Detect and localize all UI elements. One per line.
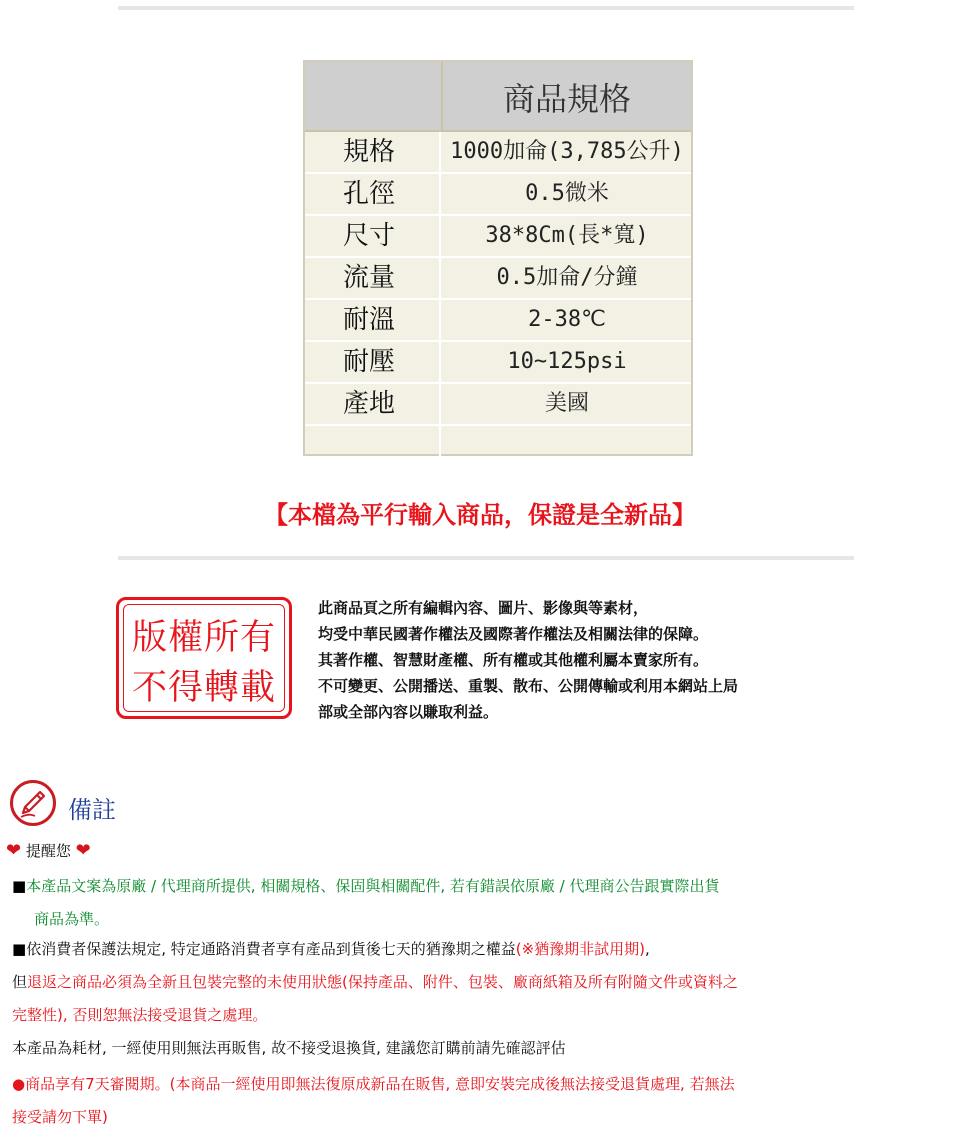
- square-bullet-icon: ■: [12, 877, 27, 895]
- remark-text: 商品為準。: [34, 910, 110, 928]
- spec-rows: [305, 132, 691, 466]
- remark-text: ,: [645, 940, 650, 958]
- stamp-line-1: 版權所有: [131, 618, 276, 658]
- remark-paragraph-2: [12, 933, 952, 1065]
- spec-value: 0.5微米: [525, 181, 609, 206]
- spec-row: [305, 342, 691, 384]
- spec-key: 孔徑: [305, 174, 441, 214]
- copyright-stamp: [116, 597, 292, 719]
- remark-paragraph-5: [12, 1068, 952, 1134]
- copyright-line: 此商品頁之所有編輯內容、圖片、影像與等素材，: [318, 599, 649, 617]
- spec-value: 1000加侖(3,785公升): [450, 139, 684, 164]
- remark-text: (※猶豫期非試用期): [515, 940, 646, 958]
- copyright-line: 其著作權、智慧財產權、所有權或其他權利屬本賣家所有。: [318, 651, 709, 669]
- copyright-line: 部或全部內容以賺取利益。: [318, 703, 499, 721]
- remark-text: 本產品文案為原廠 / 代理商所提供, 相關規格、保固與相關配件, 若有錯誤依原廠 / 代理商公告跟實際出貨: [26, 877, 720, 895]
- copyright-line: 均受中華民國著作權法及國際著作權法及相關法律的保障。: [318, 625, 709, 643]
- square-bullet-icon: ■: [12, 940, 27, 958]
- copyright-line: 不可變更、公開播送、重製、散布、公開傳輸或利用本網站上局: [318, 677, 739, 695]
- spec-key-empty: [305, 426, 441, 466]
- remark-text: 退返之商品必須為全新且包裝完整的未使用狀態(保持產品、附件、包裝、廠商紙箱及所有附隨文件或資料之: [27, 973, 738, 991]
- spec-key: 流量: [305, 258, 441, 298]
- spec-row: [305, 258, 691, 300]
- stamp-line-2: 不得轉載: [131, 668, 276, 708]
- spec-table-title: 商品規格: [502, 80, 631, 118]
- heart-icon: ❤: [6, 840, 22, 861]
- remark-text: 完整性), 否則恕無法接受退貨之處理。: [12, 1006, 268, 1024]
- remark-text: 商品享有7天審閱期。(本商品一經使用即無法復原成新品在販售, 意即安裝完成後無法接受退貨處理, 若無法: [25, 1075, 735, 1093]
- spec-row: [305, 132, 691, 174]
- spec-key: 尺寸: [305, 216, 441, 256]
- spec-value: 0.5加侖/分鐘: [496, 265, 638, 290]
- spec-row: [305, 174, 691, 216]
- reminder-label: 提醒您: [25, 842, 71, 860]
- remark-text: 但: [12, 973, 28, 991]
- parallel-import-notice: 【本檔為平行輸入商品，保證是全新品】: [264, 501, 696, 529]
- middle-divider: [118, 556, 854, 560]
- spec-table-header: [305, 62, 691, 132]
- remarks-title: 備註: [68, 796, 116, 824]
- spec-value: 美國: [544, 391, 589, 416]
- spec-row: [305, 300, 691, 342]
- heart-icon: ❤: [75, 840, 91, 861]
- spec-value: 2-38℃: [528, 307, 606, 332]
- reminder-line: [6, 840, 91, 861]
- spec-row: [305, 384, 691, 426]
- spec-value-empty: [443, 426, 691, 466]
- remark-text: 本產品為耗材, 一經使用則無法再販售, 故不接受退換貨, 建議您訂購前請先確認評估: [12, 1039, 566, 1057]
- round-bullet-icon: ●: [12, 1075, 26, 1093]
- copyright-text: [318, 595, 918, 725]
- spec-key: 規格: [305, 132, 441, 172]
- remark-text: 接受請勿下單): [12, 1108, 108, 1126]
- spec-table: [303, 60, 693, 456]
- spec-value: 10~125psi: [507, 349, 627, 374]
- remark-text: 依消費者保護法規定, 特定通路消費者享有產品到貨後七天的猶豫期之權益: [26, 940, 516, 958]
- spec-row-empty: [305, 426, 691, 466]
- remark-paragraph-1: [12, 870, 952, 936]
- spec-key: 產地: [305, 384, 441, 424]
- spec-key: 耐溫: [305, 300, 441, 340]
- pencil-icon: [10, 780, 56, 826]
- top-divider: [118, 6, 854, 10]
- spec-value: 38*8Cm(長*寬): [485, 223, 649, 248]
- spec-row: [305, 216, 691, 258]
- spec-key: 耐壓: [305, 342, 441, 382]
- spec-header-blank-cell: [305, 62, 443, 130]
